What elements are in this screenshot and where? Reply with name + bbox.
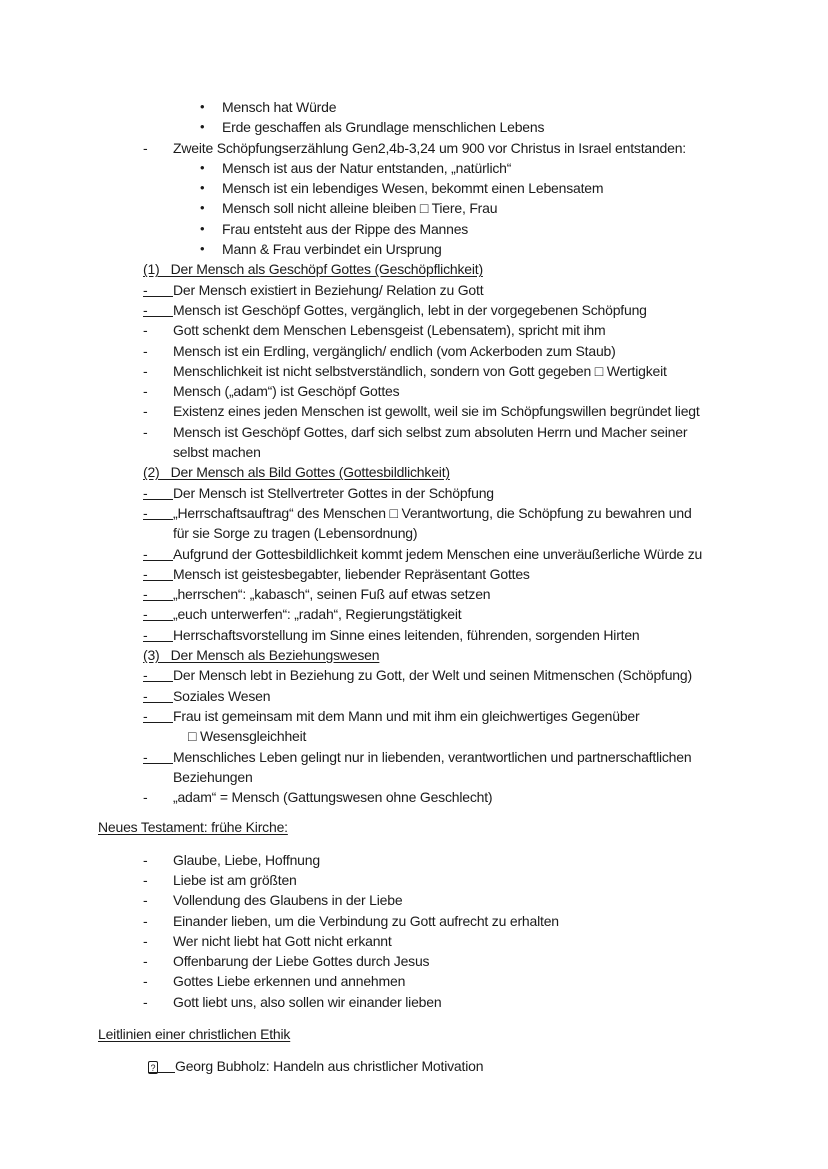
- line-text: Mensch ist geistesbegabter, liebender Repräsentant Gottes: [173, 565, 530, 582]
- line-text: Mensch ist ein Erdling, vergänglich/ endlich (vom Ackerboden zum Staub): [173, 342, 616, 359]
- heading-text: (1) Der Mensch als Geschöpf Gottes (Geschöpflichkeit): [143, 261, 483, 278]
- continuation-line: [98, 442, 768, 462]
- dash-bullet-icon: -: [143, 139, 148, 156]
- list-item: [98, 787, 768, 807]
- list-item: [98, 604, 768, 624]
- list-item: [98, 584, 768, 604]
- line-text: Beziehungen: [173, 768, 253, 785]
- line-text: „Herrschaftsauftrag“ des Menschen □ Verantwortung, die Schöpfung zu bewahren und: [173, 504, 692, 521]
- list-item: [98, 483, 768, 503]
- line-text: für sie Sorge zu tragen (Lebensordnung): [173, 525, 418, 542]
- section-heading: [98, 817, 768, 837]
- paragraph-gap: [98, 1012, 768, 1024]
- bullet-icon: •: [200, 159, 205, 175]
- list-item: [98, 239, 768, 259]
- list-item: [98, 320, 768, 340]
- list-item: [98, 503, 768, 523]
- list-item: [98, 706, 768, 726]
- list-item: [98, 381, 768, 401]
- dash-bullet-icon: -: [143, 342, 148, 359]
- list-item: [98, 219, 768, 239]
- dash-bullet-icon: -: [143, 747, 173, 764]
- heading-text: (3) Der Mensch als Beziehungswesen: [143, 647, 380, 664]
- dash-bullet-icon: -: [143, 993, 148, 1010]
- line-text: Herrschaftsvorstellung im Sinne eines leitenden, führenden, sorgenden Hirten: [173, 626, 640, 643]
- paragraph-gap: [98, 1044, 768, 1056]
- dash-bullet-icon: -: [143, 973, 148, 990]
- line-text: Erde geschaffen als Grundlage menschlichen Lebens: [222, 119, 545, 136]
- line-text: „euch unterwerfen“: „radah“, Regierungstätigkeit: [173, 606, 462, 623]
- list-item: [98, 178, 768, 198]
- heading-text: Neues Testament: frühe Kirche:: [98, 819, 288, 836]
- line-text: Soziales Wesen: [173, 687, 271, 704]
- list-item: [98, 564, 768, 584]
- list-item: [98, 138, 768, 158]
- dash-bullet-icon: -: [143, 892, 148, 909]
- list-item: [98, 117, 768, 137]
- list-item: [98, 992, 768, 1012]
- list-item: [98, 747, 768, 767]
- line-text: Mensch soll nicht alleine bleiben □ Tiere, Frau: [222, 200, 498, 217]
- tofu-box-icon: ?: [148, 1061, 158, 1074]
- list-item: [98, 544, 768, 564]
- bullet-icon: •: [200, 241, 205, 257]
- dash-bullet-icon: -: [143, 851, 148, 868]
- dash-bullet-icon: -: [143, 789, 148, 806]
- section-heading: [98, 1024, 768, 1044]
- line-text: Der Mensch ist Stellvertreter Gottes in der Schöpfung: [173, 484, 494, 501]
- line-text: Zweite Schöpfungserzählung Gen2,4b-3,24 um 900 vor Christus in Israel entstanden:: [173, 139, 686, 156]
- paragraph-gap: [98, 807, 768, 817]
- list-item: [98, 97, 768, 117]
- line-text: Frau ist gemeinsam mit dem Mann und mit ihm ein gleichwertiges Gegenüber: [173, 707, 640, 724]
- dash-bullet-icon: -: [143, 912, 148, 929]
- list-item: [98, 951, 768, 971]
- line-text: Offenbarung der Liebe Gottes durch Jesus: [173, 953, 430, 970]
- line-text: Gottes Liebe erkennen und annehmen: [173, 973, 406, 990]
- line-text: Der Mensch existiert in Beziehung/ Relation zu Gott: [173, 281, 484, 298]
- line-text: Mensch ist aus der Natur entstanden, „natürlich“: [222, 159, 512, 176]
- list-item: [98, 911, 768, 931]
- line-text: Menschliches Leben gelingt nur in liebenden, verantwortlichen und partnerschaftlichen: [173, 748, 692, 765]
- document-body: [98, 97, 768, 1077]
- line-text: Mensch („adam“) ist Geschöpf Gottes: [173, 383, 400, 400]
- line-text: Aufgrund der Gottesbildlichkeit kommt jedem Menschen eine unveräußerliche Würde zu: [173, 545, 703, 562]
- dash-bullet-icon: -: [143, 584, 173, 601]
- line-text: □ Wesensgleichheit: [188, 728, 307, 745]
- line-text: Georg Bubholz: Handeln aus christlicher Motivation: [175, 1058, 484, 1075]
- section-heading: [98, 259, 768, 279]
- dash-bullet-icon: -: [143, 686, 173, 703]
- dash-bullet-icon: -: [143, 403, 148, 420]
- list-item: [98, 665, 768, 685]
- list-item: [98, 300, 768, 320]
- dash-bullet-icon: -: [143, 544, 173, 561]
- dash-bullet-icon: -: [143, 503, 173, 520]
- line-text: Frau entsteht aus der Rippe des Mannes: [222, 220, 469, 237]
- line-text: Mensch hat Würde: [222, 99, 337, 115]
- list-item: [98, 931, 768, 951]
- dash-bullet-icon: -: [143, 932, 148, 949]
- heading-text: Leitlinien einer christlichen Ethik: [98, 1026, 291, 1043]
- dash-bullet-icon: -: [143, 300, 173, 317]
- line-text: Der Mensch lebt in Beziehung zu Gott, der Welt und seinen Mitmenschen (Schöpfung): [173, 667, 692, 684]
- paragraph-gap: [98, 838, 768, 850]
- list-item: [98, 890, 768, 910]
- list-item: [98, 422, 768, 442]
- section-heading: [98, 645, 768, 665]
- line-text: Menschlichkeit ist nicht selbstverständlich, sondern von Gott gegeben □ Wertigkeit: [173, 362, 667, 379]
- list-item: [98, 401, 768, 421]
- list-item: [98, 158, 768, 178]
- line-text: Mensch ist ein lebendiges Wesen, bekommt einen Lebensatem: [222, 180, 604, 197]
- missing-glyph-box-icon: [148, 1056, 175, 1073]
- list-item: [98, 280, 768, 300]
- dash-bullet-icon: -: [143, 362, 148, 379]
- dash-bullet-icon: -: [143, 871, 148, 888]
- continuation-line: [98, 523, 768, 543]
- line-text: selbst machen: [173, 444, 261, 461]
- line-text: Gott liebt uns, also sollen wir einander lieben: [173, 993, 442, 1010]
- list-item: [98, 1056, 768, 1076]
- line-text: Existenz eines jeden Menschen ist gewollt, weil sie im Schöpfungswillen begründet liegt: [173, 403, 700, 420]
- line-text: Einander lieben, um die Verbindung zu Gott aufrecht zu erhalten: [173, 912, 559, 929]
- dash-bullet-icon: -: [143, 483, 173, 500]
- continuation-line: [98, 726, 768, 746]
- dash-bullet-icon: -: [143, 564, 173, 581]
- list-item: [98, 850, 768, 870]
- dash-bullet-icon: -: [143, 625, 173, 642]
- line-text: Vollendung des Glaubens in der Liebe: [173, 892, 403, 909]
- bullet-icon: •: [200, 99, 205, 114]
- list-item: [98, 870, 768, 890]
- list-item: [98, 971, 768, 991]
- line-text: Mensch ist Geschöpf Gottes, vergänglich, lebt in der vorgegebenen Schöpfung: [173, 301, 647, 318]
- line-text: Mann & Frau verbindet ein Ursprung: [222, 241, 442, 258]
- bullet-icon: •: [200, 220, 205, 236]
- dash-bullet-icon: -: [143, 322, 148, 339]
- bullet-icon: •: [200, 180, 205, 196]
- line-text: Gott schenkt dem Menschen Lebensgeist (Lebensatem), spricht mit ihm: [173, 322, 606, 339]
- list-item: [98, 341, 768, 361]
- list-item: [98, 625, 768, 645]
- dash-bullet-icon: -: [143, 665, 173, 682]
- dash-bullet-icon: -: [143, 706, 173, 723]
- line-text: „herrschen“: „kabasch“, seinen Fuß auf etwas setzen: [173, 586, 491, 603]
- line-text: „adam“ = Mensch (Gattungswesen ohne Geschlecht): [173, 789, 493, 806]
- list-item: [98, 198, 768, 218]
- line-text: Wer nicht liebt hat Gott nicht erkannt: [173, 932, 392, 949]
- list-item: [98, 686, 768, 706]
- line-text: Liebe ist am größten: [173, 871, 297, 888]
- dash-bullet-icon: -: [143, 280, 173, 297]
- line-text: Glaube, Liebe, Hoffnung: [173, 851, 320, 868]
- dash-bullet-icon: -: [143, 604, 173, 621]
- dash-bullet-icon: -: [143, 423, 148, 440]
- continuation-line: [98, 767, 768, 787]
- bullet-icon: •: [200, 119, 205, 135]
- heading-text: (2) Der Mensch als Bild Gottes (Gottesbildlichkeit): [143, 464, 450, 481]
- dash-bullet-icon: -: [143, 953, 148, 970]
- bullet-icon: •: [200, 200, 205, 216]
- dash-bullet-icon: -: [143, 383, 148, 400]
- line-text: Mensch ist Geschöpf Gottes, darf sich selbst zum absoluten Herrn und Macher seiner: [173, 423, 688, 440]
- list-item: [98, 361, 768, 381]
- section-heading: [98, 462, 768, 482]
